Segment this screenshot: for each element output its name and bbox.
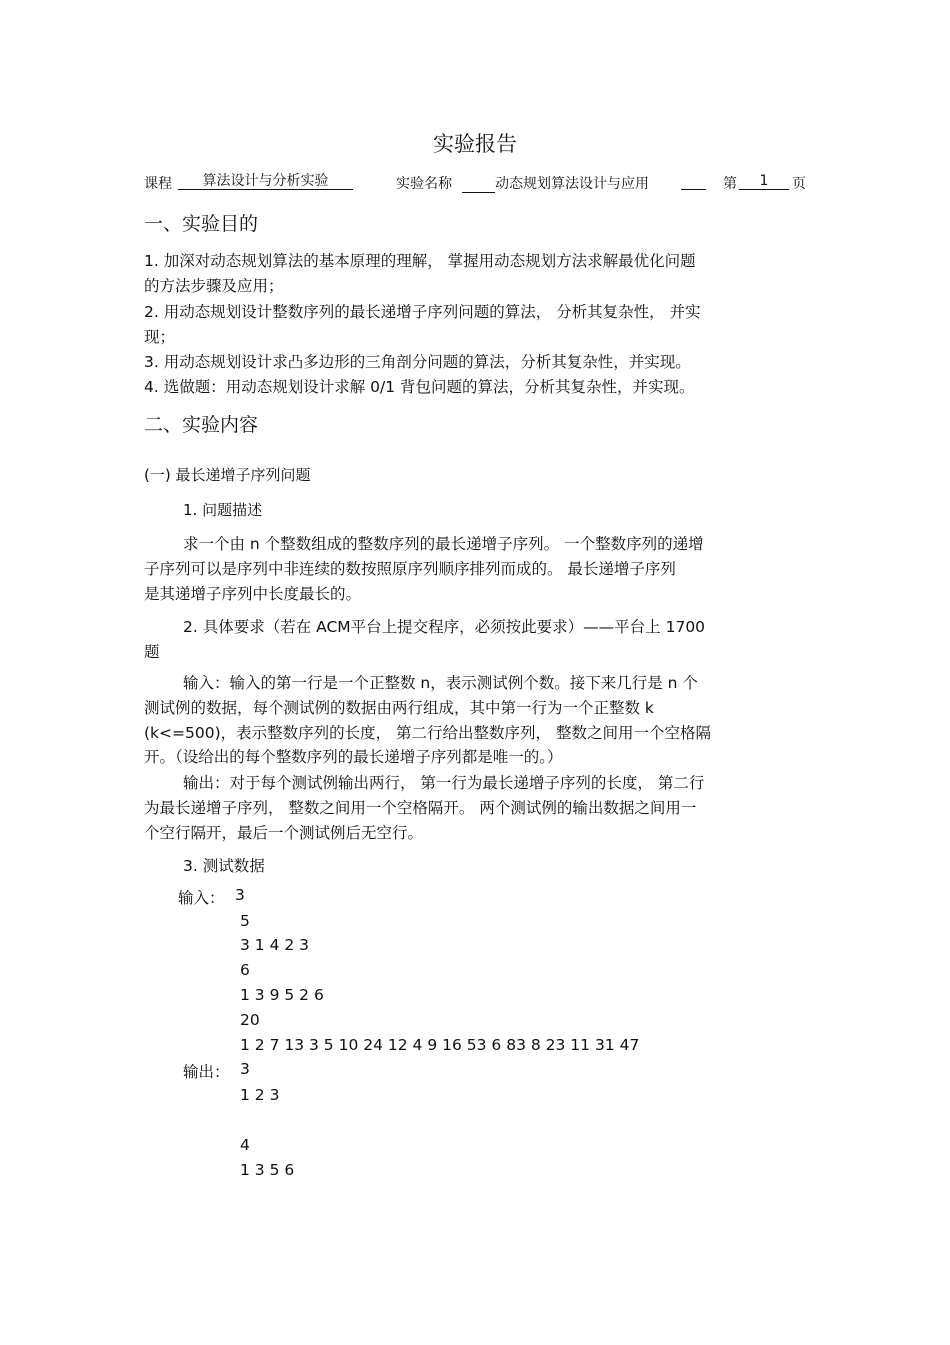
output-spec-line: 为最长递增子序列， 整数之间用一个空格隔开。 两个测试例的输出数据之间用一 (144, 799, 697, 817)
test-input-line: 20 (240, 1011, 260, 1029)
item-title: 3. 测试数据 (183, 857, 265, 875)
experiment-name-label: 实验名称 (396, 176, 452, 192)
test-output-line: 1 2 3 (240, 1086, 280, 1104)
test-input-line: 5 (240, 912, 250, 930)
test-output-label: 输出： (183, 1063, 230, 1081)
page-number: 1 (739, 173, 789, 190)
page-prefix: 第 (723, 176, 737, 192)
objective-line: 3. 用动态规划设计求凸多边形的三角剖分问题的算法，分析其复杂性，并实现。 (144, 353, 691, 371)
page-suffix: 页 (792, 176, 806, 192)
underline-blank (462, 176, 495, 193)
sub-heading: (一) 最长递增子序列问题 (144, 466, 311, 484)
section-heading-objectives: 一、实验目的 (144, 213, 259, 235)
test-input-line: 1 2 7 13 3 5 10 24 12 4 9 16 53 6 83 8 23 11 31 47 (240, 1036, 640, 1054)
page-title: 实验报告 (433, 132, 517, 156)
page-number-wrap (739, 173, 789, 190)
experiment-name-value: 动态规划算法设计与应用 (495, 176, 649, 192)
test-output-line: 1 3 5 6 (240, 1161, 295, 1179)
test-input-line: 3 1 4 2 3 (240, 936, 310, 954)
input-spec-line: (k<=500)，表示整数序列的长度， 第二行给出整数序列， 整数之间用一个空格隔 (144, 724, 711, 742)
course-value-wrap (178, 173, 353, 190)
output-spec-line: 个空行隔开，最后一个测试例后无空行。 (144, 824, 424, 842)
input-spec-line: 测试例的数据，每个测试例的数据由两行组成，其中第一行为一个正整数 k (144, 699, 654, 717)
output-spec-line: 输出：对于每个测试例输出两行， 第一行为最长递增子序列的长度， 第二行 (183, 774, 705, 792)
input-spec-line: 输入：输入的第一行是一个正整数 n，表示测试例个数。接下来几行是 n 个 (183, 674, 698, 692)
test-input-label: 输入： (178, 889, 225, 907)
requirement-line: 题 (144, 643, 160, 661)
objective-line: 1. 加深对动态规划算法的基本原理的理解， 掌握用动态规划方法求解最优化问题 (144, 252, 696, 270)
course-label: 课程 (144, 176, 172, 192)
objective-line: 的方法步骤及应用； (144, 277, 284, 295)
test-output-line: 4 (240, 1136, 250, 1154)
description-line: 子序列可以是序列中非连续的数按照原序列顺序排列而成的。 最长递增子序列 (144, 560, 676, 578)
objective-line: 现； (144, 328, 176, 346)
test-input-line: 1 3 9 5 2 6 (240, 986, 324, 1004)
description-line: 求一个由 n 个整数组成的整数序列的最长递增子序列。 一个整数序列的递增 (183, 535, 704, 553)
description-line: 是其递增子序列中长度最长的。 (144, 585, 362, 603)
test-output-line: 3 (240, 1060, 250, 1078)
course-value: 算法设计与分析实验 (178, 173, 353, 190)
underline-blank-2 (681, 173, 706, 190)
test-input-line: 6 (240, 961, 250, 979)
requirement-line: 2. 具体要求（若在 ACM平台上提交程序，必须按此要求）——平台上 1700 (183, 618, 706, 636)
objective-line: 4. 选做题：用动态规划设计求解 0/1 背包问题的算法，分析其复杂性，并实现。 (144, 378, 695, 396)
experiment-name-wrap (462, 173, 649, 193)
underline-blank (681, 173, 706, 190)
input-spec-line: 开。（设给出的每个整数序列的最长递增子序列都是唯一的。） (144, 748, 563, 766)
objective-line: 2. 用动态规划设计整数序列的最长递增子序列问题的算法， 分析其复杂性， 并实 (144, 303, 701, 321)
section-heading-content: 二、实验内容 (144, 414, 259, 436)
test-input-line: 3 (235, 886, 245, 904)
item-title: 1. 问题描述 (183, 501, 263, 519)
